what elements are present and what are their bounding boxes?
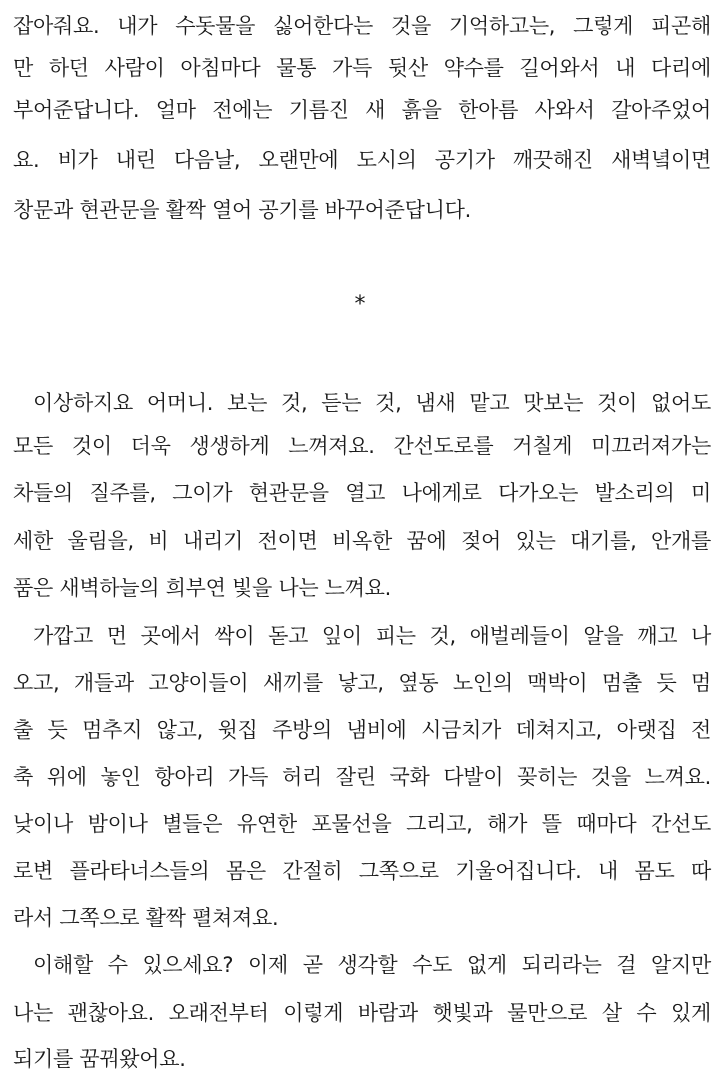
text-line: 차들의 질주를, 그이가 현관문을 열고 나에게로 다가오는 발소리의 미	[13, 481, 711, 505]
text-line: 세한 울림을, 비 내리기 전이면 비옥한 꿈에 젖어 있는 대기를, 안개를	[13, 529, 711, 553]
text-line: 만 하던 사람이 아침마다 물통 가득 뒷산 약수를 길어와서 내 다리에	[13, 56, 711, 80]
paragraph-first-line: 이상하지요 어머니. 보는 것, 듣는 것, 냄새 맡고 맛보는 것이 없어도	[33, 391, 711, 415]
text-line: 부어준답니다. 얼마 전에는 기름진 새 흙을 한아름 사와서 갈아주었어	[13, 98, 711, 122]
text-line: 잡아줘요. 내가 수돗물을 싫어한다는 것을 기억하고는, 그렇게 피곤해	[13, 14, 711, 38]
text-line: 품은 새벽하늘의 희부연 빛을 나는 느껴요.	[13, 576, 392, 600]
text-line: 낮이나 밤이나 별들은 유연한 포물선을 그리고, 해가 뜰 때마다 간선도	[13, 812, 711, 836]
text-line: 라서 그쪽으로 활짝 펼쳐져요.	[13, 906, 279, 930]
text-line: 모든 것이 더욱 생생하게 느껴져요. 간선도로를 거칠게 미끄러져가는	[13, 434, 711, 458]
text-line: 오고, 개들과 고양이들이 새끼를 낳고, 옆동 노인의 맥박이 멈출 듯 멈	[13, 671, 711, 695]
text-line: 출 듯 멈추지 않고, 윗집 주방의 냄비에 시금치가 데쳐지고, 아랫집 전	[13, 718, 711, 742]
section-separator: *	[354, 292, 366, 317]
text-line: 되기를 꿈꿔왔어요.	[13, 1047, 186, 1071]
text-line: 축 위에 놓인 항아리 가득 허리 잘린 국화 다발이 꽂히는 것을 느껴요.	[13, 765, 711, 789]
text-line: 나는 괜찮아요. 오래전부터 이렇게 바람과 햇빛과 물만으로 살 수 있게	[13, 1001, 711, 1025]
text-line: 요. 비가 내린 다음날, 오랜만에 도시의 공기가 깨끗해진 새벽녘이면	[13, 148, 711, 172]
text-line: 로변 플라타너스들의 몸은 간절히 그쪽으로 기울어집니다. 내 몸도 따	[13, 859, 711, 883]
paragraph-first-line: 가깝고 먼 곳에서 싹이 돋고 잎이 피는 것, 애벌레들이 알을 깨고 나	[33, 624, 711, 648]
text-line: 창문과 현관문을 활짝 열어 공기를 바꾸어준답니다.	[13, 198, 471, 222]
paragraph-first-line: 이해할 수 있으세요? 이제 곧 생각할 수도 없게 되리라는 걸 알지만	[33, 953, 711, 977]
